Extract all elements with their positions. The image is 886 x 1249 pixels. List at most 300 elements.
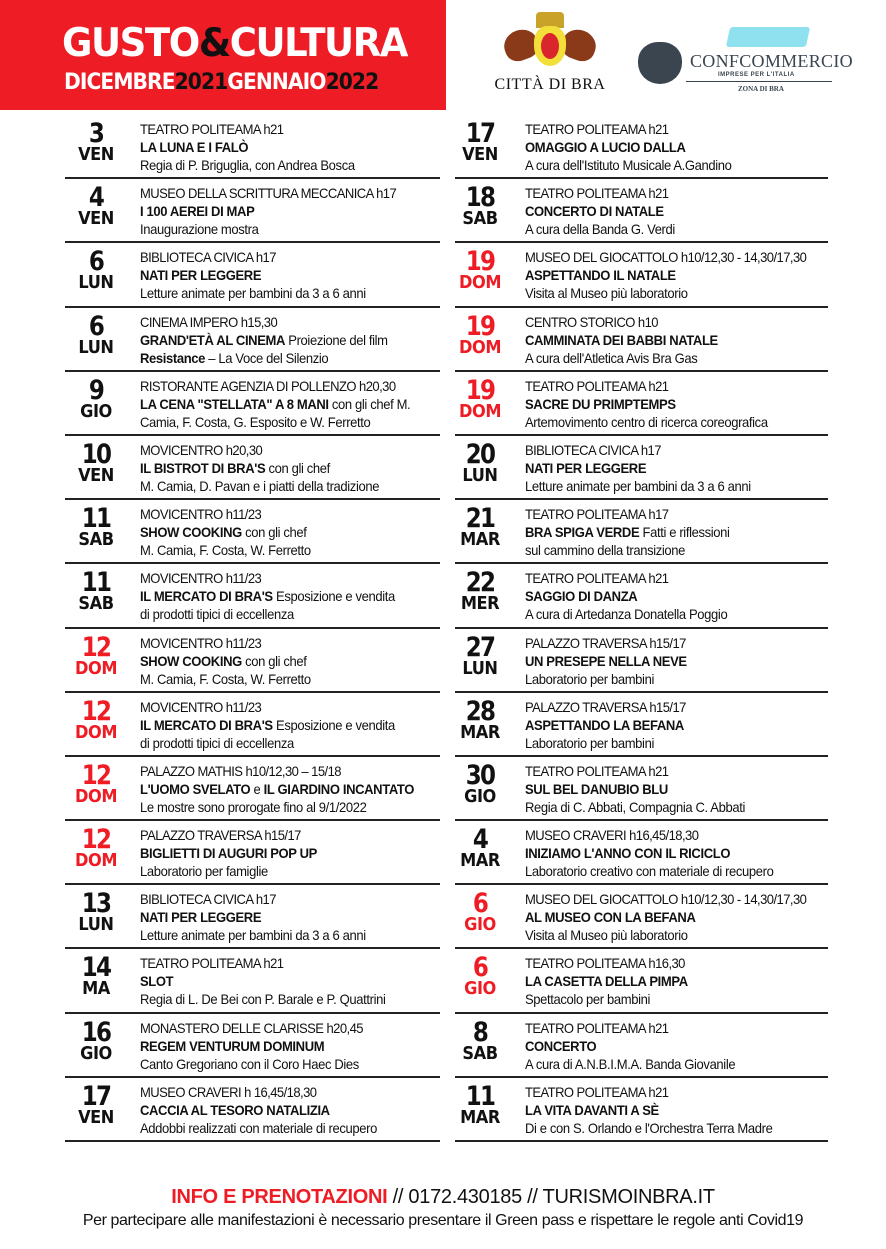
event-description-text: Canto Gregoriano con il Coro Haec Dies bbox=[140, 1055, 359, 1072]
event-title: IL BISTROT DI BRA'S bbox=[140, 459, 266, 476]
event-venue: BIBLIOTECA CIVICA h17 bbox=[140, 249, 276, 266]
event-title-line bbox=[525, 523, 807, 541]
event-title: INIZIAMO L'ANNO CON IL RICICLO bbox=[525, 845, 731, 862]
event-description bbox=[525, 990, 807, 1008]
event-venue: MOVICENTRO h11/23 bbox=[140, 634, 262, 651]
event-info bbox=[140, 954, 440, 1008]
event-title-line bbox=[140, 1101, 419, 1119]
event-description-text: M. Camia, D. Pavan e i piatti della tradizione bbox=[140, 477, 380, 494]
event-date bbox=[455, 374, 505, 422]
event-info bbox=[140, 120, 440, 174]
event-date bbox=[65, 374, 127, 422]
event-date bbox=[65, 248, 127, 292]
event-film-title: Resistance bbox=[140, 349, 206, 366]
event-title-extra: con gli chef bbox=[265, 459, 330, 476]
event-date bbox=[65, 1080, 127, 1128]
event-weekday: GIO bbox=[80, 1042, 112, 1064]
event-title: CONCERTO DI NATALE bbox=[525, 203, 664, 220]
event-weekday: GIO bbox=[464, 914, 496, 936]
poster-title bbox=[62, 21, 408, 66]
event-date bbox=[455, 954, 505, 998]
event-venue: MUSEO CRAVERI h 16,45/18,30 bbox=[140, 1083, 317, 1100]
event-weekday: MA bbox=[82, 978, 110, 1000]
event-description bbox=[525, 926, 807, 944]
event-date bbox=[455, 184, 505, 228]
event-date bbox=[65, 631, 127, 679]
event-title-line bbox=[525, 331, 807, 349]
event-description-text: Camia, F. Costa, G. Esposito e W. Ferretto bbox=[140, 413, 371, 430]
event-weekday: MAR bbox=[460, 529, 500, 551]
event-description bbox=[140, 541, 419, 559]
title-ampersand: & bbox=[198, 21, 230, 66]
event-weekday: DOM bbox=[459, 400, 501, 422]
eagle-icon bbox=[638, 42, 682, 84]
title-part-1: GUSTO bbox=[62, 21, 199, 66]
event-title: SUL BEL DANUBIO BLU bbox=[525, 780, 668, 797]
event-description bbox=[525, 605, 807, 623]
event-title: ASPETTANDO IL NATALE bbox=[525, 267, 676, 284]
event-title-line bbox=[525, 844, 807, 862]
event-title-line bbox=[140, 202, 419, 220]
event-title-line bbox=[140, 780, 419, 798]
event-title: LA CENA "STELLATA" A 8 MANI bbox=[140, 395, 329, 412]
event-description-text: Artemovimento centro di ricerca coreografica bbox=[525, 413, 768, 430]
event-description bbox=[140, 156, 419, 174]
event-row bbox=[455, 821, 828, 885]
event-weekday: SAB bbox=[462, 208, 498, 230]
event-title: SACRE DU PRIMPTEMPS bbox=[525, 395, 676, 412]
event-title: REGEM VENTURUM DOMINUM bbox=[140, 1037, 325, 1054]
event-description-text: sul cammino della transizione bbox=[525, 542, 686, 559]
event-info bbox=[140, 248, 440, 302]
event-info bbox=[140, 377, 440, 431]
event-description-text: – La Voce del Silenzio bbox=[205, 349, 329, 366]
event-venue: MONASTERO DELLE CLARISSE h20,45 bbox=[140, 1019, 363, 1036]
event-title: LA LUNA E I FALÒ bbox=[140, 139, 249, 155]
event-description-text: Regia di P. Briguglia, con Andrea Bosca bbox=[140, 157, 355, 173]
event-info bbox=[525, 248, 828, 302]
event-date bbox=[455, 569, 505, 613]
event-date bbox=[455, 248, 505, 292]
event-title-line bbox=[525, 1101, 807, 1119]
event-title-line bbox=[140, 716, 419, 734]
event-row bbox=[455, 436, 828, 500]
event-weekday: GIO bbox=[464, 978, 496, 1000]
event-weekday: MER bbox=[460, 593, 500, 615]
event-date bbox=[65, 759, 127, 807]
info-label: INFO E PRENOTAZIONI bbox=[171, 1186, 388, 1208]
event-description bbox=[140, 284, 419, 302]
event-row bbox=[65, 179, 440, 243]
event-date bbox=[65, 695, 127, 743]
event-description-text: A cura dell'Atletica Avis Bra Gas bbox=[525, 349, 698, 366]
event-row bbox=[65, 243, 440, 307]
event-title-extra: con gli chef bbox=[241, 524, 307, 541]
event-description-text: Regia di L. De Bei con P. Barale e P. Quattrini bbox=[140, 991, 386, 1008]
event-row bbox=[455, 243, 828, 307]
event-row bbox=[455, 757, 828, 821]
header-banner bbox=[0, 0, 446, 110]
event-row bbox=[455, 949, 828, 1013]
event-title-line bbox=[525, 459, 807, 477]
event-description bbox=[525, 284, 807, 302]
event-venue: PALAZZO TRAVERSA h15/17 bbox=[525, 634, 686, 651]
event-title-extra: Fatti e riflessioni bbox=[639, 524, 730, 541]
event-info bbox=[525, 569, 828, 623]
event-description bbox=[140, 477, 419, 495]
event-venue: TEATRO POLITEAMA h21 bbox=[525, 570, 669, 587]
event-title-line bbox=[525, 202, 807, 220]
event-info bbox=[140, 313, 440, 367]
event-title: IL MERCATO DI BRA'S bbox=[140, 588, 273, 605]
event-title-line bbox=[525, 138, 807, 156]
event-weekday: DOM bbox=[75, 785, 117, 807]
event-title: NATI PER LEGGERE bbox=[140, 267, 262, 284]
event-title-2: IL GIARDINO INCANTATO bbox=[263, 780, 414, 797]
event-date bbox=[455, 120, 505, 164]
event-title-line bbox=[525, 587, 807, 605]
event-venue: PALAZZO TRAVERSA h15/17 bbox=[140, 827, 301, 844]
event-description-text: Addobbi realizzati con materiale di recupero bbox=[140, 1119, 377, 1136]
event-venue: CINEMA IMPERO h15,30 bbox=[140, 313, 278, 330]
event-venue: MUSEO DEL GIOCATTOLO h10/12,30 - 14,30/17,30 bbox=[525, 891, 807, 908]
event-title: BRA SPIGA VERDE bbox=[525, 524, 640, 541]
event-row bbox=[455, 308, 828, 372]
event-day: 17 bbox=[465, 118, 495, 149]
event-date bbox=[65, 569, 127, 613]
event-title-line bbox=[140, 908, 419, 926]
event-description-text: A cura di A.N.B.I.M.A. Banda Giovanile bbox=[525, 1055, 736, 1072]
event-info bbox=[140, 634, 440, 688]
event-info bbox=[140, 1019, 440, 1073]
event-description bbox=[525, 1119, 807, 1137]
event-venue: TEATRO POLITEAMA h21 bbox=[140, 955, 284, 972]
event-description bbox=[140, 349, 419, 367]
event-venue: TEATRO POLITEAMA h21 bbox=[140, 121, 284, 137]
event-title: SHOW COOKING bbox=[140, 652, 242, 669]
event-day: 12 bbox=[81, 824, 111, 856]
event-description bbox=[140, 220, 419, 238]
event-title: UN PRESEPE NELLA NEVE bbox=[525, 652, 687, 669]
events-column-right bbox=[455, 115, 828, 1142]
event-description bbox=[525, 734, 807, 752]
month-1: DICEMBRE bbox=[64, 70, 175, 95]
confcommercio-logo bbox=[636, 24, 853, 102]
footer-info bbox=[0, 1186, 886, 1209]
event-day: 19 bbox=[465, 310, 495, 342]
events-column-left bbox=[65, 115, 440, 1142]
event-title-line bbox=[525, 1037, 807, 1055]
event-day: 6 bbox=[88, 246, 104, 278]
event-day: 3 bbox=[88, 118, 104, 149]
event-info bbox=[525, 698, 828, 752]
event-day: 6 bbox=[472, 888, 488, 920]
year-2: 2022 bbox=[325, 70, 379, 95]
event-title-line bbox=[525, 716, 807, 734]
ascom-badge bbox=[726, 27, 810, 47]
event-row bbox=[455, 564, 828, 628]
event-date bbox=[455, 631, 505, 679]
event-date bbox=[65, 954, 127, 998]
event-date bbox=[455, 438, 505, 486]
event-weekday: DOM bbox=[75, 850, 117, 872]
event-description-text: di prodotti tipici di eccellenza bbox=[140, 734, 294, 751]
event-day: 11 bbox=[81, 503, 111, 535]
event-description bbox=[140, 1119, 419, 1137]
event-venue: MUSEO DELLA SCRITTURA MECCANICA h17 bbox=[140, 185, 397, 202]
event-day: 9 bbox=[88, 374, 104, 406]
event-title: SHOW COOKING bbox=[140, 524, 242, 541]
event-weekday: VEN bbox=[78, 1106, 114, 1128]
event-title-line bbox=[140, 587, 419, 605]
citta-di-bra-logo bbox=[490, 12, 610, 96]
event-title-extra: e bbox=[250, 780, 264, 797]
confcommercio-tagline: IMPRESE PER L'ITALIA bbox=[718, 72, 795, 78]
event-weekday: VEN bbox=[462, 144, 498, 165]
event-row bbox=[455, 372, 828, 436]
event-title-line bbox=[140, 331, 419, 349]
event-title-extra: Proiezione del film bbox=[285, 331, 388, 348]
event-description bbox=[140, 1055, 419, 1073]
event-description bbox=[140, 734, 419, 752]
year-1: 2021 bbox=[174, 70, 228, 95]
event-weekday: VEN bbox=[78, 208, 114, 230]
event-weekday: DOM bbox=[459, 272, 501, 294]
event-day: 20 bbox=[465, 438, 495, 470]
event-description bbox=[140, 990, 419, 1008]
event-row bbox=[65, 308, 440, 372]
event-title-line bbox=[140, 266, 419, 284]
event-row bbox=[455, 885, 828, 949]
event-day: 27 bbox=[465, 631, 495, 663]
event-venue: MOVICENTRO h11/23 bbox=[140, 570, 262, 587]
event-description bbox=[525, 862, 807, 880]
event-venue: MOVICENTRO h11/23 bbox=[140, 506, 262, 523]
title-part-2: CULTURA bbox=[229, 21, 408, 66]
event-venue: TEATRO POLITEAMA h21 bbox=[525, 377, 669, 394]
event-info bbox=[525, 184, 828, 238]
event-row bbox=[65, 564, 440, 628]
event-title: GRAND'ETÀ AL CINEMA bbox=[140, 331, 286, 348]
event-day: 16 bbox=[81, 1016, 111, 1048]
event-day: 11 bbox=[81, 567, 111, 599]
event-title: OMAGGIO A LUCIO DALLA bbox=[525, 139, 686, 155]
event-weekday: SAB bbox=[462, 1042, 498, 1064]
event-description-text: Visita al Museo più laboratorio bbox=[525, 285, 688, 302]
event-weekday: MAR bbox=[460, 850, 500, 872]
event-row bbox=[455, 179, 828, 243]
event-info bbox=[140, 826, 440, 880]
event-title-line bbox=[140, 523, 419, 541]
event-date bbox=[455, 826, 505, 870]
event-venue: TEATRO POLITEAMA h17 bbox=[525, 506, 669, 523]
event-description bbox=[140, 926, 419, 944]
event-row bbox=[65, 115, 440, 179]
event-row bbox=[65, 629, 440, 693]
event-row bbox=[65, 436, 440, 500]
event-weekday: SAB bbox=[78, 529, 114, 551]
event-description bbox=[525, 477, 807, 495]
event-description-text: M. Camia, F. Costa, W. Ferretto bbox=[140, 670, 311, 687]
event-info bbox=[525, 1019, 828, 1073]
event-row bbox=[65, 821, 440, 885]
event-weekday: MAR bbox=[460, 1106, 500, 1128]
event-row bbox=[455, 500, 828, 564]
event-title: L'UOMO SVELATO bbox=[140, 780, 251, 797]
event-info bbox=[140, 569, 440, 623]
event-day: 12 bbox=[81, 759, 111, 791]
event-info bbox=[140, 698, 440, 752]
event-title: SLOT bbox=[140, 973, 174, 990]
event-description bbox=[525, 670, 807, 688]
event-date bbox=[65, 120, 127, 164]
event-title-line bbox=[140, 652, 419, 670]
event-venue: TEATRO POLITEAMA h16,30 bbox=[525, 955, 685, 972]
event-description bbox=[525, 541, 807, 559]
event-date bbox=[65, 184, 127, 228]
event-venue: RISTORANTE AGENZIA DI POLLENZO h20,30 bbox=[140, 377, 396, 394]
event-info bbox=[525, 890, 828, 944]
event-description-text: Laboratorio per famiglie bbox=[140, 863, 268, 880]
event-info bbox=[525, 505, 828, 559]
event-venue: BIBLIOTECA CIVICA h17 bbox=[140, 891, 276, 908]
event-title-line bbox=[525, 652, 807, 670]
event-row bbox=[65, 949, 440, 1013]
event-date bbox=[455, 1016, 505, 1064]
event-day: 28 bbox=[465, 695, 495, 727]
event-description bbox=[525, 413, 807, 431]
event-day: 21 bbox=[465, 503, 495, 535]
event-date bbox=[455, 1080, 505, 1128]
event-title-extra: Esposizione e vendita bbox=[272, 588, 395, 605]
event-row bbox=[455, 693, 828, 757]
event-title-extra: con gli chef M. bbox=[328, 395, 411, 412]
event-title: LA CASETTA DELLA PIMPA bbox=[525, 973, 688, 990]
event-title: CACCIA AL TESORO NATALIZIA bbox=[140, 1101, 330, 1118]
event-venue: MUSEO DEL GIOCATTOLO h10/12,30 - 14,30/17,30 bbox=[525, 249, 807, 266]
event-row bbox=[455, 629, 828, 693]
event-row bbox=[65, 1078, 440, 1142]
event-title-line bbox=[140, 972, 419, 990]
event-day: 14 bbox=[81, 952, 111, 984]
event-title: IL MERCATO DI BRA'S bbox=[140, 716, 273, 733]
event-day: 30 bbox=[465, 759, 495, 791]
event-row bbox=[455, 1014, 828, 1078]
event-info bbox=[525, 120, 828, 174]
event-description-text: Letture animate per bambini da 3 a 6 anni bbox=[140, 927, 366, 944]
event-description bbox=[140, 605, 419, 623]
event-title-line bbox=[525, 972, 807, 990]
event-row bbox=[65, 693, 440, 757]
event-weekday: DOM bbox=[459, 336, 501, 358]
event-date bbox=[65, 890, 127, 934]
event-venue: MUSEO CRAVERI h16,45/18,30 bbox=[525, 827, 699, 844]
event-weekday: LUN bbox=[462, 657, 498, 679]
phone-number[interactable]: 0172.430185 bbox=[408, 1186, 522, 1208]
event-description-text: Visita al Museo più laboratorio bbox=[525, 927, 688, 944]
event-info bbox=[525, 313, 828, 367]
covid-note: Per partecipare alle manifestazioni è necessario presentare il Green pass e rispettare le regole anti Covid19 bbox=[82, 1212, 804, 1229]
event-info bbox=[525, 377, 828, 431]
event-venue: TEATRO POLITEAMA h21 bbox=[525, 1019, 669, 1036]
event-description-text: Inaugurazione mostra bbox=[140, 221, 259, 238]
event-weekday: VEN bbox=[78, 144, 114, 165]
event-description bbox=[525, 349, 807, 367]
event-date bbox=[65, 505, 127, 549]
website-link[interactable]: TURISMOINBRA.IT bbox=[542, 1186, 715, 1208]
confcommercio-zone: ZONA DI BRA bbox=[738, 85, 784, 93]
event-info bbox=[140, 505, 440, 559]
city-logo-label: CITTÀ DI BRA bbox=[494, 76, 606, 93]
event-title-line bbox=[140, 459, 419, 477]
event-description-text: Letture animate per bambini da 3 a 6 anni bbox=[525, 477, 751, 494]
event-row bbox=[65, 885, 440, 949]
event-title-line bbox=[140, 844, 419, 862]
event-date bbox=[455, 759, 505, 807]
event-info bbox=[525, 954, 828, 1008]
event-day: 4 bbox=[472, 824, 488, 856]
event-description-text: Regia di C. Abbati, Compagnia C. Abbati bbox=[525, 798, 746, 815]
event-weekday: DOM bbox=[75, 721, 117, 743]
event-date bbox=[455, 310, 505, 358]
event-description-text: Laboratorio per bambini bbox=[525, 670, 654, 687]
event-info bbox=[140, 184, 440, 238]
event-weekday: VEN bbox=[78, 464, 114, 486]
event-day: 12 bbox=[81, 631, 111, 663]
event-title-line bbox=[525, 908, 807, 926]
event-row bbox=[65, 757, 440, 821]
event-title-line bbox=[525, 780, 807, 798]
event-weekday: LUN bbox=[78, 336, 114, 358]
event-venue: BIBLIOTECA CIVICA h17 bbox=[525, 441, 661, 458]
event-day: 12 bbox=[81, 695, 111, 727]
event-description-text: Spettacolo per bambini bbox=[525, 991, 650, 1008]
event-day: 6 bbox=[472, 952, 488, 984]
event-title: CONCERTO bbox=[525, 1037, 597, 1054]
event-description-text: A cura di Artedanza Donatella Poggio bbox=[525, 606, 728, 623]
event-description-text: M. Camia, F. Costa, W. Ferretto bbox=[140, 542, 311, 559]
event-info bbox=[525, 441, 828, 495]
event-weekday: SAB bbox=[78, 593, 114, 615]
event-title-line bbox=[140, 138, 419, 156]
event-day: 17 bbox=[81, 1080, 111, 1112]
event-title: NATI PER LEGGERE bbox=[140, 909, 262, 926]
event-row bbox=[65, 1014, 440, 1078]
event-info bbox=[525, 1083, 828, 1137]
event-venue: PALAZZO TRAVERSA h15/17 bbox=[525, 698, 686, 715]
event-info bbox=[140, 762, 440, 816]
event-day: 19 bbox=[465, 246, 495, 278]
event-description-text: Laboratorio creativo con materiale di recupero bbox=[525, 863, 774, 880]
event-title-extra: Esposizione e vendita bbox=[272, 716, 395, 733]
event-description-text: Le mostre sono prorogate fino al 9/1/2022 bbox=[140, 798, 367, 815]
event-venue: CENTRO STORICO h10 bbox=[525, 313, 658, 330]
event-title: NATI PER LEGGERE bbox=[525, 459, 647, 476]
event-date bbox=[455, 695, 505, 743]
event-info bbox=[140, 890, 440, 944]
event-description bbox=[525, 220, 807, 238]
event-date bbox=[455, 505, 505, 549]
event-title: CAMMINATA DEI BABBI NATALE bbox=[525, 331, 718, 348]
event-description-text: Laboratorio per bambini bbox=[525, 734, 654, 751]
event-day: 10 bbox=[81, 438, 111, 470]
event-weekday: DOM bbox=[75, 657, 117, 679]
event-venue: TEATRO POLITEAMA h21 bbox=[525, 762, 669, 779]
event-info bbox=[525, 826, 828, 880]
event-title-line bbox=[525, 395, 807, 413]
event-title-extra: con gli chef bbox=[241, 652, 307, 669]
event-day: 19 bbox=[465, 374, 495, 406]
